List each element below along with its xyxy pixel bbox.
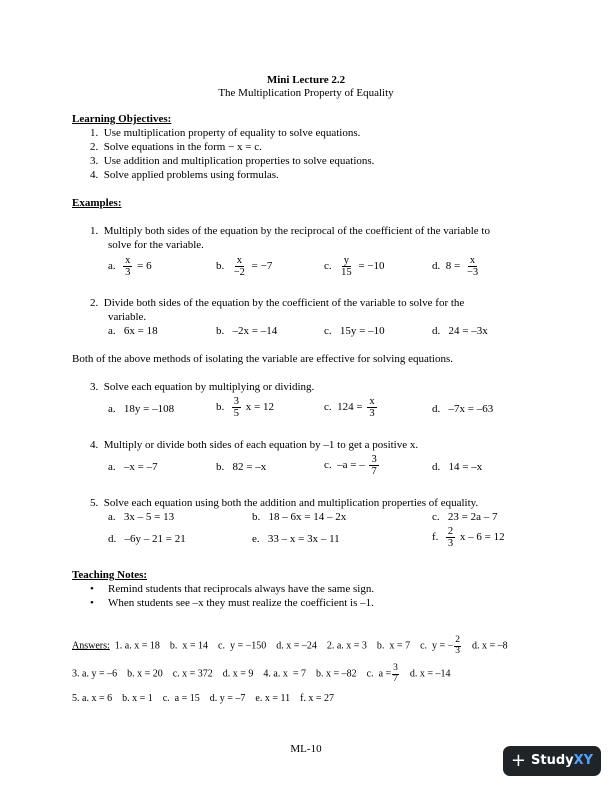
fraction: $\frac{3}{7}$ [393,663,398,684]
answers-line-3: 5. a. x = 6 b. x = 1 c. a = 15 d. y = –7 e. x = 11 f. x = 27 [72,693,335,704]
teaching-notes-heading: Teaching Notes: [72,569,148,581]
teaching-note-item: • Remind students that reciprocals always have the same sign. [90,583,375,595]
example-2b: b. –2x = –14 [216,325,278,337]
examples-heading: Examples: [72,197,122,209]
answers-line-2: 3. a. y = –6 b. x = 20 c. x = 372 d. x = 9 4. a. x = 7 b. x = –82 c. a = $\frac{3}{7}$ d. x = –14 [72,663,451,684]
fraction: $\frac{x}{-3}$ [466,255,479,279]
bullet-icon: • [90,583,94,595]
objective-item: 4. Solve applied problems using formulas. [90,169,279,181]
answers-label: Answers: [72,640,110,652]
methods-note: Both of the above methods of isolating the variable are effective for solving equations. [72,353,454,365]
example-3b: b. $\frac{3}{5}$ x = 12 [216,396,274,420]
page-subtitle: The Multiplication Property of Equality [218,87,394,99]
objective-item: 3. Use addition and multiplication properties to solve equations. [90,155,375,167]
example-5a: a. 3x – 5 = 13 [108,511,175,523]
example-4-text: 4. Multiply or divide both sides of each equation by –1 to get a positive x. [90,439,419,451]
fraction: $\frac{2}{3}$ [447,526,454,550]
example-2d: d. 24 = –3x [432,325,488,337]
example-1c: c. $\frac{y}{15}$ = −10 [324,255,385,279]
example-5f: f. $\frac{2}{3}$ x – 6 = 12 [432,526,505,550]
bullet-icon: • [90,597,94,609]
fraction: $\frac{3}{5}$ [233,396,239,420]
logo-study-text: Study [531,752,574,768]
example-1-text-cont: solve for the variable. [108,239,204,251]
plus-icon: + [510,750,527,771]
page-number: ML-10 [290,743,322,755]
example-3c: c. 124 = $\frac{x}{3}$ [324,396,375,420]
example-5b: b. 18 – 6x = 14 – 2x [252,511,347,523]
objective-item: 1. Use multiplication property of equality to solve equations. [90,127,361,139]
objective-item: 2. Solve equations in the form − x = c. [90,141,262,153]
logo-xy-text: XY [573,752,594,768]
example-2a: a. 6x = 18 [108,325,158,337]
example-5e: e. 33 – x = 3x – 11 [252,533,340,545]
example-3-text: 3. Solve each equation by multiplying or dividing. [90,381,315,393]
example-4a: a. –x = –7 [108,461,158,473]
example-1a: a. $\frac{x}{3}$ = 6 [108,255,152,279]
example-4b: b. 82 = –x [216,461,267,473]
example-1d: d. 8 = $\frac{x}{-3}$ [432,255,479,279]
example-1b: b. $\frac{x}{-2}$ = −7 [216,255,273,279]
page-title: Mini Lecture 2.2 [266,74,346,86]
example-2-text: 2. Divide both sides of the equation by the coefficient of the variable to solve for the [90,297,465,309]
objectives-heading: Learning Objectives: [72,113,172,125]
answers-line-1: Answers: 1. a. x = 18 b. x = 14 c. y = −150 d. x = –24 2. a. x = 3 b. x = 7 c. y = − $\frac{2}{3}$ d. x = –8 [72,635,508,656]
example-5d: d. –6y – 21 = 21 [108,533,186,545]
fraction: $\frac{x}{-2}$ [233,255,245,279]
fraction: $\frac{3}{7}$ [371,454,377,478]
example-1-text: 1. Multiply both sides of the equation by the reciprocal of the coefficient of the variable to [90,225,490,237]
fraction: $\frac{x}{3}$ [369,396,375,420]
example-5-text: 5. Solve each equation using both the addition and multiplication properties of equality. [90,497,479,509]
example-3d: d. –7x = –63 [432,403,494,415]
fraction: $\frac{x}{3}$ [125,255,131,279]
fraction: $\frac{y}{15}$ [341,255,352,279]
example-4d: d. 14 = –x [432,461,483,473]
studyxy-logo[interactable] [503,746,601,776]
teaching-note-item: • When students see –x they must realize the coefficient is –1. [90,597,374,609]
fraction: $\frac{2}{3}$ [455,635,461,656]
example-2c: c. 15y = –10 [324,325,385,337]
example-3a: a. 18y = –108 [108,403,175,415]
example-2-text-cont: variable. [108,311,147,323]
example-4c: c. –a = – $\frac{3}{7}$ [324,454,377,478]
example-5c: c. 23 = 2a – 7 [432,511,498,523]
